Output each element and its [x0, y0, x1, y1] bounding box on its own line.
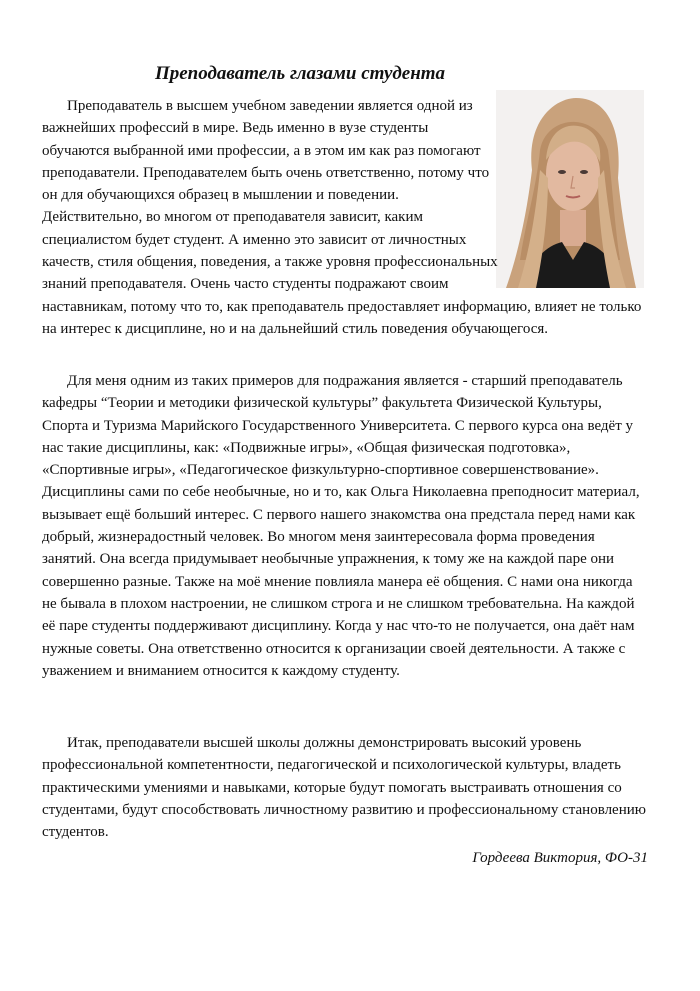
paragraph-3: Итак, преподаватели высшей школы должны демонстрировать высокий уровень профессиональной компетентности, педагогической и психологической культуры, владеть практическими умениями и навыками, которые будут помогать выстраивать отношения со студентами, будут способствовать личностному развитию и профессиональному становлению студентов.	[42, 735, 646, 841]
author-signature: Гордеева Виктория, ФО-31	[472, 850, 648, 866]
photo-spacer	[498, 95, 646, 290]
paragraph-1	[42, 95, 646, 340]
paragraph-1-text: Преподаватель в высшем учебном заведении является одной из важнейших профессий в мире. Ведь именно в вузе студенты обучаются выбранной ими профессии, а в этом им как раз помогают преподаватели. Преподавателем быть очень ответственно, потому что он для обучающихся образец в мышлении и поведении. Действительно, во многом от преподавателя зависит, каким специалистом будет студент. А именно это зависит от личностных качеств, стиля общения, поведения, а также уровня профессиональных знаний преподавателя. Очень часто студенты подражают своим наставникам, потому что то, как преподаватель предоставляет информацию, влияет не только на интерес к дисциплине, но и на дальнейший стиль поведения обучающегося.	[42, 98, 642, 337]
paragraph-2: Для меня одним из таких примеров для подражания является - старший преподаватель кафедры “Теории и методики физической культуры” факультета Физической Культуры, Спорта и Туризма Марийского Государственного Университета. С первого курса она ведёт у нас такие дисциплины, как: «Подвижные игры», «Общая физическая подготовка», «Спортивные игры», «Педагогическое физкультурно-спортивное совершенствование». Дисциплины сами по себе необычные, но и то, как Ольга Николаевна преподносит материал, вызывает ещё больший интерес. С первого нашего знакомства она предстала перед нами как добрый, жизнерадостный человек. Во многом меня заинтересовала форма проведения занятий. Она всегда придумывает необычные упражнения, к тому же на каждой паре они совершенно разные. Также на моё мнение повлияла манера её общения. С нами она никогда не бывала в плохом настроении, не слишком строга и не слишком требовательна. На каждой её паре студенты поддерживают дисциплину. Когда у нас что-то не получается, она даёт нам нужные советы. Она ответственно относится к организации своей деятельности. А также с уважением и вниманием относится к каждому студенту.	[42, 373, 640, 679]
article-title: Преподаватель глазами студента	[154, 63, 446, 84]
